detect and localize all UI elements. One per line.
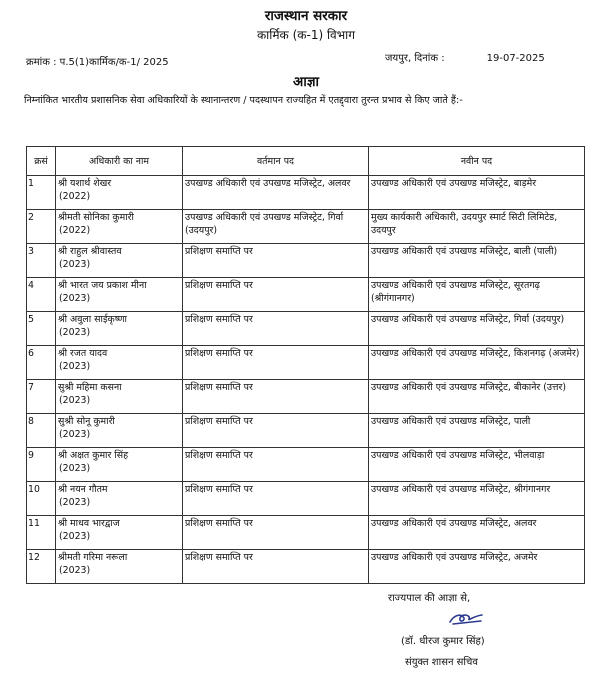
- table-row: [27, 210, 585, 244]
- table-header-row: [27, 147, 585, 176]
- cell-new-post-text: उपखण्ड अधिकारी एवं उपखण्ड मजिस्ट्रेट, अलवर: [371, 518, 537, 529]
- cell-current-post-text: प्रशिक्षण समाप्ति पर: [185, 280, 253, 291]
- cell-sn: [27, 380, 56, 414]
- cell-new-post-text: उपखण्ड अधिकारी एवं उपखण्ड मजिस्ट्रेट, अजमेर: [371, 552, 538, 563]
- cell-officer: [56, 278, 183, 312]
- cell-officer: [56, 176, 183, 210]
- cell-new-post: [369, 414, 585, 448]
- cell-sn: [27, 482, 56, 516]
- cell-sn-text: 2: [28, 212, 34, 223]
- order-number: क्रमांक : प.5(1)कार्मिक/क-1/ 2025: [26, 57, 169, 68]
- cell-sn: [27, 448, 56, 482]
- cell-officer: [56, 550, 183, 584]
- cell-new-post: [369, 244, 585, 278]
- cell-sn-text: 5: [28, 314, 34, 325]
- officer-name-text: श्री भारत जय प्रकाश मीना: [58, 280, 147, 291]
- transfer-table: [26, 146, 585, 584]
- cell-new-post-text: उपखण्ड अधिकारी एवं उपखण्ड मजिस्ट्रेट, श्रीगंगानगर: [371, 484, 551, 495]
- cell-new-post: [369, 176, 585, 210]
- table-row: [27, 516, 585, 550]
- cell-current-post-text: प्रशिक्षण समाप्ति पर: [185, 518, 253, 529]
- place-date: [385, 50, 545, 64]
- cell-current-post-text: प्रशिक्षण समाप्ति पर: [185, 246, 253, 257]
- officer-batch: (2022): [59, 225, 91, 236]
- cell-new-post: [369, 312, 585, 346]
- officer-name-text: श्री माधव भारद्वाज: [58, 518, 120, 529]
- cell-current-post: [183, 380, 369, 414]
- cell-current-post: [183, 278, 369, 312]
- cell-current-post: [183, 346, 369, 380]
- cell-new-post: [369, 550, 585, 584]
- officer-batch: (2023): [59, 531, 91, 542]
- table-row: [27, 244, 585, 278]
- cell-sn-text: 7: [28, 382, 34, 393]
- cell-current-post-text: प्रशिक्षण समाप्ति पर: [185, 552, 253, 563]
- table-row: [27, 414, 585, 448]
- officer-batch: (2023): [59, 327, 91, 338]
- officer-batch: (2023): [59, 361, 91, 372]
- officer-name-text: श्रीमती सोनिका कुमारी: [58, 212, 134, 223]
- cell-sn: [27, 210, 56, 244]
- cell-new-post-text: उपखण्ड अधिकारी एवं उपखण्ड मजिस्ट्रेट, पाली: [371, 416, 531, 427]
- cell-current-post: [183, 482, 369, 516]
- cell-sn: [27, 550, 56, 584]
- cell-current-post-text: प्रशिक्षण समाप्ति पर: [185, 484, 253, 495]
- cell-current-post: [183, 516, 369, 550]
- officer-designation: संयुक्त शासन सचिव: [405, 657, 478, 668]
- table-row: [27, 346, 585, 380]
- cell-sn: [27, 414, 56, 448]
- cell-current-post: [183, 550, 369, 584]
- cell-sn-text: 12: [28, 552, 40, 563]
- officer-name-text: श्री राहुल श्रीवास्तव: [58, 246, 122, 257]
- cell-new-post: [369, 482, 585, 516]
- cell-sn: [27, 346, 56, 380]
- officer-name: (डॉ. धीरज कुमार सिंह): [401, 636, 485, 647]
- cell-new-post: [369, 346, 585, 380]
- cell-officer: [56, 244, 183, 278]
- cell-current-post-text: उपखण्ड अधिकारी एवं उपखण्ड मजिस्ट्रेट, अलवर: [185, 178, 351, 189]
- cell-officer: [56, 210, 183, 244]
- cell-new-post-text: उपखण्ड अधिकारी एवं उपखण्ड मजिस्ट्रेट, बाली (पाली): [371, 246, 558, 257]
- column-header-name: अधिकारी का नाम: [56, 147, 183, 176]
- cell-new-post-text: मुख्य कार्यकारी अधिकारी, उदयपुर स्मार्ट सिटी लिमिटेड, उदयपुर: [371, 212, 558, 236]
- cell-current-post: [183, 244, 369, 278]
- table-row: [27, 550, 585, 584]
- officer-name-text: श्रीमती गरिमा नरूला: [58, 552, 128, 563]
- closing-text: राज्यपाल की आज्ञा से,: [388, 593, 471, 604]
- cell-current-post-text: प्रशिक्षण समाप्ति पर: [185, 416, 253, 427]
- cell-current-post-text: प्रशिक्षण समाप्ति पर: [185, 314, 253, 325]
- cell-sn-text: 3: [28, 246, 34, 257]
- cell-sn-text: 10: [28, 484, 40, 495]
- cell-new-post-text: उपखण्ड अधिकारी एवं उपखण्ड मजिस्ट्रेट, किशनगढ़ (अजमेर): [371, 348, 580, 359]
- cell-sn: [27, 176, 56, 210]
- cell-current-post: [183, 210, 369, 244]
- department-title: कार्मिक (क-1) विभाग: [256, 28, 356, 42]
- cell-current-post: [183, 312, 369, 346]
- officer-name-text: सुश्री महिमा कसना: [58, 382, 122, 393]
- officer-name-text: श्री अक्षत कुमार सिंह: [58, 450, 129, 461]
- cell-sn-text: 4: [28, 280, 34, 291]
- officer-batch: (2023): [59, 429, 91, 440]
- cell-sn: [27, 278, 56, 312]
- column-header-new-post: नवीन पद: [369, 147, 585, 176]
- place-label: जयपुर, दिनांक :: [385, 53, 445, 64]
- officer-batch: (2023): [59, 463, 91, 474]
- cell-current-post-text: प्रशिक्षण समाप्ति पर: [185, 348, 253, 359]
- cell-officer: [56, 482, 183, 516]
- officer-batch: (2023): [59, 259, 91, 270]
- officer-batch: (2023): [59, 565, 91, 576]
- cell-new-post-text: उपखण्ड अधिकारी एवं उपखण्ड मजिस्ट्रेट, बाड़मेर: [371, 178, 537, 189]
- cell-officer: [56, 448, 183, 482]
- table-row: [27, 448, 585, 482]
- cell-officer: [56, 516, 183, 550]
- officer-name-text: श्री यशार्थ शेखर: [58, 178, 112, 189]
- table-body: [27, 176, 585, 584]
- column-header-sn: क्रसं: [27, 147, 56, 176]
- cell-new-post-text: उपखण्ड अधिकारी एवं उपखण्ड मजिस्ट्रेट, सूरतगढ़ (श्रीगंगानगर): [371, 280, 540, 304]
- cell-current-post-text: उपखण्ड अधिकारी एवं उपखण्ड मजिस्ट्रेट, गिर्वा (उदयपुर): [185, 212, 344, 236]
- order-date: 19-07-2025: [486, 53, 545, 64]
- cell-sn: [27, 312, 56, 346]
- cell-officer: [56, 380, 183, 414]
- cell-new-post: [369, 278, 585, 312]
- column-header-current-post: वर्तमान पद: [183, 147, 369, 176]
- cell-officer: [56, 312, 183, 346]
- cell-new-post-text: उपखण्ड अधिकारी एवं उपखण्ड मजिस्ट्रेट, गिर्वा (उदयपुर): [371, 314, 565, 325]
- table-row: [27, 380, 585, 414]
- table-row: [27, 482, 585, 516]
- cell-new-post-text: उपखण्ड अधिकारी एवं उपखण्ड मजिस्ट्रेट, भीलवाड़ा: [371, 450, 545, 461]
- officer-batch: (2022): [59, 191, 91, 202]
- table-row: [27, 312, 585, 346]
- officer-name-text: सुश्री सोनू कुमारी: [58, 416, 115, 427]
- cell-current-post: [183, 176, 369, 210]
- cell-sn-text: 1: [28, 178, 34, 189]
- cell-sn-text: 6: [28, 348, 34, 359]
- cell-new-post-text: उपखण्ड अधिकारी एवं उपखण्ड मजिस्ट्रेट, बीकानेर (उत्तर): [371, 382, 567, 393]
- cell-current-post-text: प्रशिक्षण समाप्ति पर: [185, 450, 253, 461]
- officer-name-text: श्री रजत यादव: [58, 348, 108, 359]
- cell-new-post: [369, 210, 585, 244]
- cell-officer: [56, 414, 183, 448]
- officer-name-text: श्री नयन गौतम: [58, 484, 108, 495]
- cell-sn-text: 9: [28, 450, 34, 461]
- cell-sn: [27, 516, 56, 550]
- officer-batch: (2023): [59, 497, 91, 508]
- cell-sn: [27, 244, 56, 278]
- table-row: [27, 278, 585, 312]
- officer-batch: (2023): [59, 293, 91, 304]
- officer-name-text: श्री अवुला साईकृष्णा: [58, 314, 127, 325]
- order-title: आज्ञा: [293, 74, 319, 90]
- cell-new-post: [369, 516, 585, 550]
- government-title: राजस्थान सरकार: [264, 8, 348, 24]
- cell-new-post: [369, 380, 585, 414]
- cell-current-post-text: प्रशिक्षण समाप्ति पर: [185, 382, 253, 393]
- table-row: [27, 176, 585, 210]
- cell-current-post: [183, 448, 369, 482]
- cell-officer: [56, 346, 183, 380]
- intro-text: निम्नांकित भारतीय प्रशासनिक सेवा अधिकारियों के स्थानान्तरण / पदस्थापन राज्यहित में एतद्द्वारा तुरन्त प्रभाव से किए जाते हैं:-: [24, 95, 463, 106]
- signature-icon: [447, 609, 485, 627]
- officer-batch: (2023): [59, 395, 91, 406]
- cell-sn-text: 8: [28, 416, 34, 427]
- cell-sn-text: 11: [28, 518, 40, 529]
- cell-new-post: [369, 448, 585, 482]
- cell-current-post: [183, 414, 369, 448]
